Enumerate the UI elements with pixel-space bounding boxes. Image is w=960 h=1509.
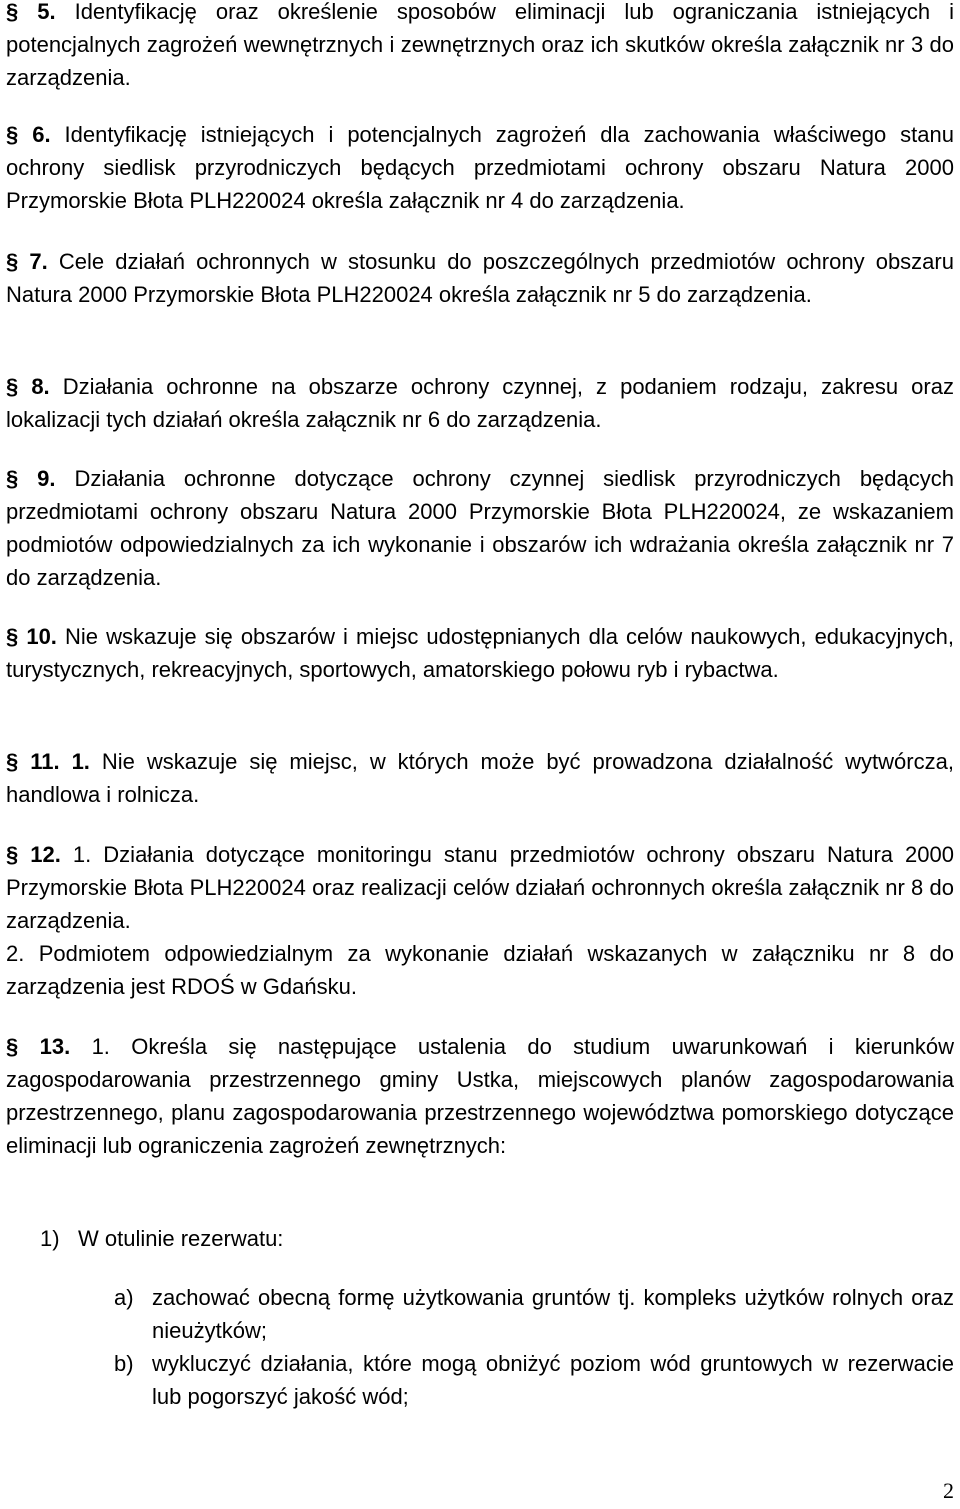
- section-mark: §: [6, 749, 19, 774]
- paragraph-text: Nie wskazuje się miejsc, w których może być prowadzona działalność wytwórcza, handlowa i rolnicza.: [6, 749, 954, 807]
- section-mark: §: [6, 249, 19, 274]
- paragraph-11: [6, 745, 954, 811]
- paragraph-number: 5.: [37, 0, 56, 24]
- section-mark: §: [6, 0, 19, 24]
- paragraph-number: 6.: [32, 122, 51, 147]
- list-label: a): [114, 1285, 134, 1310]
- item-number: 1.: [91, 1034, 110, 1059]
- paragraph-text: Identyfikację istniejących i potencjalnych zagrożeń dla zachowania właściwego stanu ochrony siedlisk przyrodniczych będących przedmiotami ochrony obszaru Natura 2000 Przymorskie Błota PLH220024 określa załącznik nr 4 do zarządzenia.: [6, 122, 954, 213]
- paragraph-number: 12.: [30, 842, 61, 867]
- paragraph-text: Nie wskazuje się obszarów i miejsc udostępnianych dla celów naukowych, edukacyjnych, turystycznych, rekreacyjnych, sportowych, amatorskiego połowu ryb i rybactwa.: [6, 624, 954, 682]
- list-label: 1): [40, 1226, 60, 1251]
- paragraph-13: [6, 1030, 954, 1162]
- paragraph-10: [6, 620, 954, 686]
- paragraph-text: Podmiotem odpowiedzialnym za wykonanie działań wskazanych w załączniku nr 8 do zarządzenia jest RDOŚ w Gdańsku.: [6, 941, 954, 999]
- paragraph-9: [6, 462, 954, 594]
- paragraph-text: Cele działań ochronnych w stosunku do poszczególnych przedmiotów ochrony obszaru Natura 2000 Przymorskie Błota PLH220024 określa załącznik nr 5 do zarządzenia.: [6, 249, 954, 307]
- list-subitem-b: [6, 1347, 954, 1413]
- paragraph-text: Określa się następujące ustalenia do studium uwarunkowań i kierunków zagospodarowania przestrzennego gminy Ustka, miejscowych planów zagospodarowania przestrzennego, planu zagospodarowania przestrzennego województwa pomorskiego dotyczące eliminacji lub ograniczenia zagrożeń zewnętrznych:: [6, 1034, 954, 1158]
- list-text: wykluczyć działania, które mogą obniżyć poziom wód gruntowych w rezerwacie lub pogorszyć jakość wód;: [152, 1351, 954, 1409]
- section-mark: §: [6, 466, 19, 491]
- list-text: zachować obecną formę użytkowania gruntów tj. kompleks użytków rolnych oraz nieużytków;: [152, 1285, 954, 1343]
- list-subitem-a: [6, 1281, 954, 1347]
- section-mark: §: [6, 842, 19, 867]
- paragraph-text: Działania ochronne na obszarze ochrony czynnej, z podaniem rodzaju, zakresu oraz lokalizacji tych działań określa załącznik nr 6 do zarządzenia.: [6, 374, 954, 432]
- section-mark: §: [6, 374, 19, 399]
- page-number: 2: [943, 1478, 954, 1503]
- item-number: 1.: [72, 842, 92, 867]
- paragraph-number: 13.: [39, 1034, 71, 1059]
- list-item-1: [6, 1222, 954, 1255]
- paragraph-number: 11.: [30, 749, 60, 774]
- list-text: W otulinie rezerwatu:: [78, 1226, 284, 1251]
- paragraph-number: 10.: [26, 624, 57, 649]
- paragraph-text: Działania ochronne dotyczące ochrony czynnej siedlisk przyrodniczych będących przedmiotami ochrony obszaru Natura 2000 Przymorskie Błota PLH220024, ze wskazaniem podmiotów odpowiedzialnych za ich wykonanie i obszarów ich wdrażania określa załącznik nr 7 do zarządzenia.: [6, 466, 954, 590]
- paragraph-text: Działania dotyczące monitoringu stanu przedmiotów ochrony obszaru Natura 2000 Przymorskie Błota PLH220024 oraz realizacji celów działań ochronnych określa załącznik nr 8 do zarządzenia.: [6, 842, 954, 933]
- paragraph-12: [6, 838, 954, 937]
- paragraph-7: [6, 245, 954, 311]
- paragraph-6: [6, 118, 954, 217]
- paragraph-number: 9.: [37, 466, 56, 491]
- section-mark: §: [6, 1034, 19, 1059]
- section-mark: §: [6, 624, 19, 649]
- paragraph-8: [6, 370, 954, 436]
- list-label: b): [114, 1351, 134, 1376]
- paragraph-number: 7.: [29, 249, 48, 274]
- item-number: 1.: [71, 749, 90, 774]
- paragraph-5: [6, 0, 954, 94]
- paragraph-number: 8.: [31, 374, 50, 399]
- paragraph-text: Identyfikację oraz określenie sposobów eliminacji lub ograniczania istniejących i potencjalnych zagrożeń wewnętrznych i zewnętrznych oraz ich skutków określa załącznik nr 3 do zarządzenia.: [6, 0, 954, 90]
- item-number: 2.: [6, 941, 25, 966]
- paragraph-12-item-2: [6, 937, 954, 1003]
- section-mark: §: [6, 122, 19, 147]
